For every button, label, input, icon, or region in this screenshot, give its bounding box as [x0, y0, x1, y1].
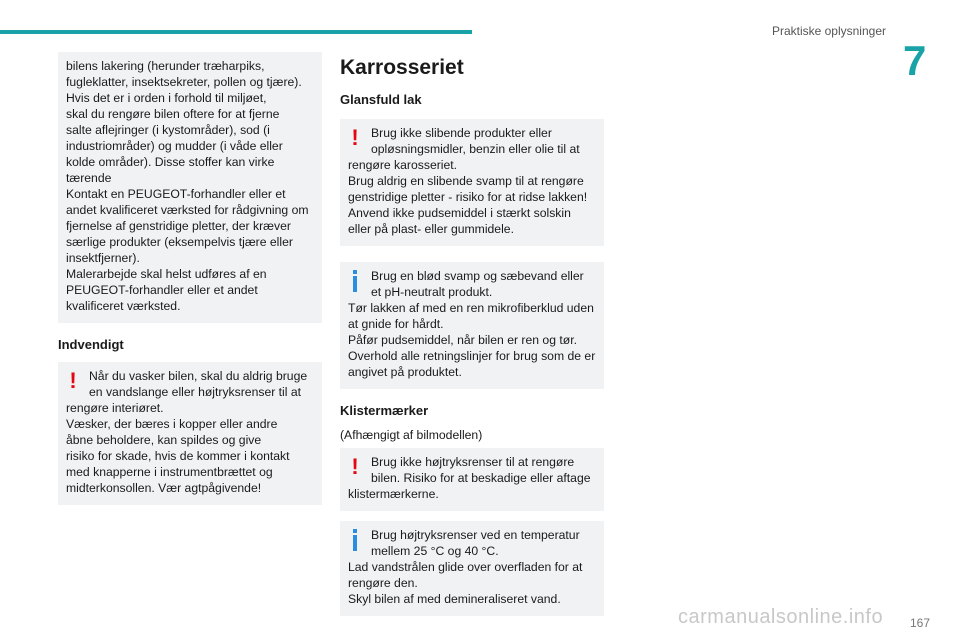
text-line: Brug højtryksrenser ved en temperatur [371, 528, 580, 542]
interior-heading: Indvendigt [58, 337, 124, 352]
text-line: kvalificeret værksted. [66, 299, 181, 313]
text-line: Tør lakken af med en ren mikrofiberklud uden [348, 301, 594, 315]
gloss-paint-heading: Glansfuld lak [340, 92, 422, 107]
text-line: PEUGEOT-forhandler eller et andet [66, 283, 258, 297]
text-line: Hvis det er i orden i forhold til miljøet, [66, 91, 267, 105]
stickers-note: (Afhængigt af bilmodellen) [340, 428, 483, 442]
gloss-info-box [340, 262, 604, 389]
text-line: midterkonsollen. Vær agtpågivende! [66, 481, 262, 495]
stickers-info-box [340, 521, 604, 616]
info-icon [348, 529, 362, 551]
text-line: med knapperne i instrumentbrættet og [66, 465, 273, 479]
watermark: carmanualsonline.info [678, 606, 884, 628]
text-line: Brug ikke højtryksrenser til at rengøre [371, 455, 575, 469]
warning-icon: ! [351, 454, 359, 479]
text-line: tærende [66, 171, 112, 185]
text-line: Kontakt en PEUGEOT-forhandler eller et [66, 187, 286, 201]
text-line: insektfjerner). [66, 251, 140, 265]
stickers-warning-box [340, 448, 604, 511]
text-line: særlige produkter (eksempelvis tjære eller [66, 235, 293, 249]
text-line: rengøre interiøret. [66, 401, 164, 415]
text-line: Malerarbejde skal helst udføres af en [66, 267, 267, 281]
page-number: 167 [909, 616, 930, 630]
text-line: rengøre den. [348, 576, 418, 590]
header-accent-bar [0, 30, 472, 34]
text-line: Brug en blød svamp og sæbevand eller [371, 269, 584, 283]
text-line: salte aflejringer (i kystområder), sod (i [66, 123, 270, 137]
text-line: eller på plast- eller gummidele. [348, 222, 514, 236]
text-line: bilen. Risiko for at beskadige eller aftage [371, 471, 591, 485]
warning-icon: ! [351, 125, 359, 150]
text-line: Lad vandstrålen glide over overfladen for at [348, 560, 583, 574]
text-line: risiko for skade, hvis de kommer i kontakt [66, 449, 290, 463]
text-line: fjernelse af genstridige pletter, der kræver [66, 219, 291, 233]
right-column [340, 52, 604, 616]
page-title: Karrosseriet [340, 56, 464, 79]
text-line: bilens lakering (herunder træharpiks, [66, 59, 265, 73]
text-line: et pH-neutralt produkt. [371, 285, 493, 299]
section-title: Praktiske oplysninger [771, 24, 886, 38]
text-line: andet kvalificeret værksted for rådgivning om [66, 203, 309, 217]
text-line: Brug aldrig en slibende svamp til at rengøre [348, 174, 584, 188]
interior-warning-box [58, 362, 322, 505]
text-line: Brug ikke slibende produkter eller [371, 126, 552, 140]
warning-icon: ! [69, 368, 77, 393]
text-line: Anvend ikke pudsemiddel i stærkt solskin [348, 206, 571, 220]
text-line: Påfør pudsemiddel, når bilen er ren og tør. [348, 333, 577, 347]
paint-care-box [58, 52, 322, 323]
text-line: fugleklatter, insektsekreter, pollen og tjære). [66, 75, 302, 89]
text-line: åbne beholdere, kan spildes og give [66, 433, 262, 447]
text-line: en vandslange eller højtryksrenser til at [89, 385, 302, 399]
text-line: rengøre karosseriet. [348, 158, 458, 172]
text-line: at gnide for hårdt. [348, 317, 444, 331]
text-line: mellem 25 °C og 40 °C. [371, 544, 499, 558]
text-line: skal du rengøre bilen oftere for at fjerne [66, 107, 280, 121]
text-line: kolde områder). Disse stoffer kan virke [66, 155, 275, 169]
chapter-number: 7 [903, 37, 927, 84]
text-line: Skyl bilen af med demineraliseret vand. [348, 592, 561, 606]
text-line: Overhold alle retningslinjer for brug som de er [348, 349, 596, 363]
text-line: genstridige pletter - risiko for at ridse lakken! [348, 190, 588, 204]
stickers-heading: Klistermærker [340, 403, 429, 418]
text-line: Væsker, der bæres i kopper eller andre [66, 417, 278, 431]
text-line: angivet på produktet. [348, 365, 462, 379]
text-line: industriområder) og mudder (i våde eller [66, 139, 283, 153]
gloss-warning-box [340, 119, 604, 246]
text-line: opløsningsmidler, benzin eller olie til at [371, 142, 580, 156]
text-line: Når du vasker bilen, skal du aldrig bruge [89, 369, 308, 383]
left-column [58, 52, 322, 505]
text-line: klistermærkerne. [348, 487, 439, 501]
info-icon [348, 270, 362, 292]
